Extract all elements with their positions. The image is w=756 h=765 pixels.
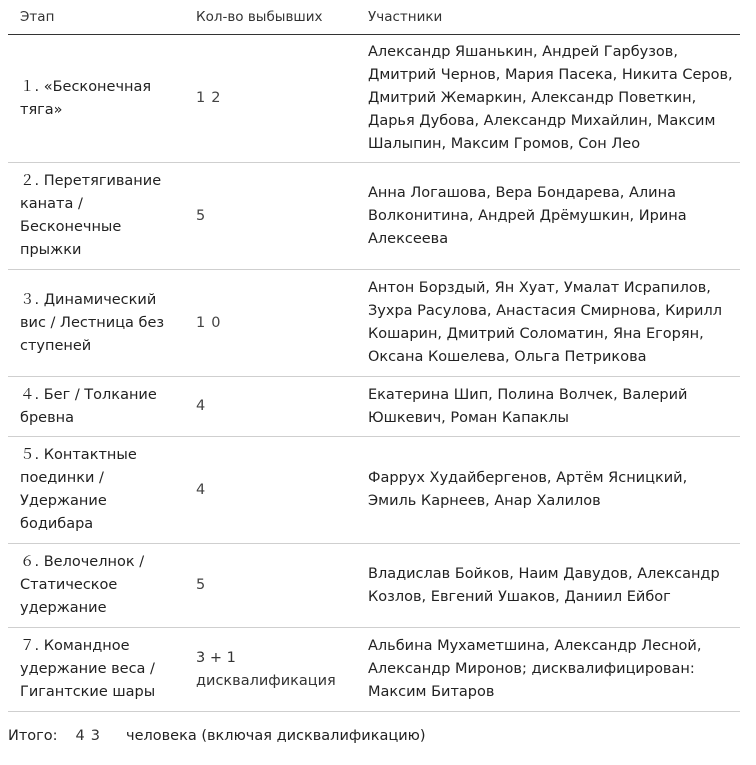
total-suffix: человека (включая дисквалификацию)	[126, 728, 426, 744]
table-header	[8, 0, 740, 35]
table-row	[8, 35, 740, 163]
table-row	[8, 544, 740, 628]
header-row	[8, 0, 740, 35]
eliminated-cell: 5	[184, 163, 356, 270]
total-value: 43	[75, 728, 106, 744]
table-row	[8, 163, 740, 270]
participants-cell: Антон Борздый, Ян Хуат, Умалат Исрапилов, Зухра Расулова, Анастасия Смирнова, Кирилл Кошарин, Дмитрий Соломатин, Яна Егорян, Оксана Кошелева, Ольга Петрикова	[356, 270, 740, 377]
participants-cell: Альбина Мухаметшина, Александр Лесной, Александр Миронов; дисквалифицирован: Максим Битаров	[356, 628, 740, 712]
table-body	[8, 35, 740, 712]
stage-cell: ５. Контактные поединки / Удержание бодибара	[8, 437, 184, 544]
participants-cell: Анна Логашова, Вера Бондарева, Алина Волконитина, Андрей Дрёмушкин, Ирина Алексеева	[356, 163, 740, 270]
table-row	[8, 628, 740, 712]
results-table-container	[8, 0, 740, 712]
participants-cell: Фаррух Худайбергенов, Артём Ясницкий, Эмиль Карнеев, Анар Халилов	[356, 437, 740, 544]
stage-cell: ２. Перетягивание каната / Бесконечные прыжки	[8, 163, 184, 270]
stage-cell: ６. Велочелнок / Статическое удержание	[8, 544, 184, 628]
eliminated-cell: 4	[184, 437, 356, 544]
stage-cell: ４. Бег / Толкание бревна	[8, 377, 184, 437]
table-row	[8, 270, 740, 377]
total-label: Итого:	[8, 728, 58, 744]
table-row	[8, 377, 740, 437]
stage-cell: ３. Динамический вис / Лестница без ступеней	[8, 270, 184, 377]
eliminated-cell: 12	[184, 35, 356, 163]
eliminated-cell: 4	[184, 377, 356, 437]
eliminated-cell: 5	[184, 544, 356, 628]
table-row	[8, 437, 740, 544]
header-participants: Участники	[356, 0, 740, 35]
stage-cell: ７. Командное удержание веса / Гигантские шары	[8, 628, 184, 712]
header-eliminated: Кол-во выбывших	[184, 0, 356, 35]
eliminated-cell: 3 + 1 дисквалификация	[184, 628, 356, 712]
total-summary	[8, 728, 426, 744]
participants-cell: Александр Яшанькин, Андрей Гарбузов, Дмитрий Чернов, Мария Пасека, Никита Серов, Дмитрий Жемаркин, Александр Поветкин, Дарья Дубова, Александр Михайлин, Максим Шалыпин, Максим Громов, Сон Лео	[356, 35, 740, 163]
stage-cell: １. «Бесконечная тяга»	[8, 35, 184, 163]
participants-cell: Екатерина Шип, Полина Волчек, Валерий Юшкевич, Роман Капаклы	[356, 377, 740, 437]
header-stage: Этап	[8, 0, 184, 35]
eliminated-cell: 10	[184, 270, 356, 377]
elimination-table	[8, 0, 740, 712]
participants-cell: Владислав Бойков, Наим Давудов, Александр Козлов, Евгений Ушаков, Даниил Ейбог	[356, 544, 740, 628]
